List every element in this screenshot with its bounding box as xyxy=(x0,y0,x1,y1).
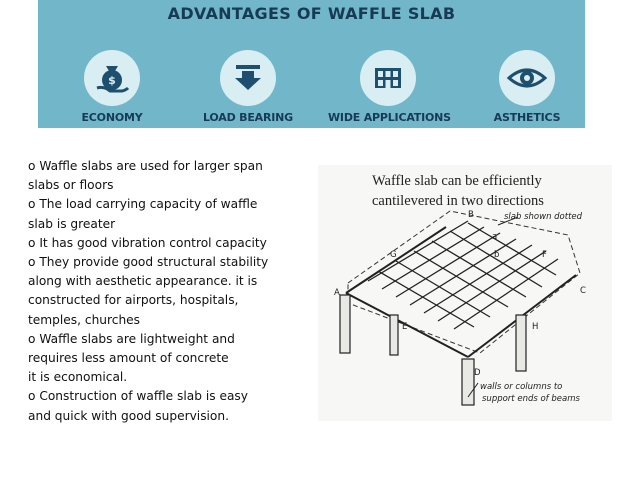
rib-grid xyxy=(368,221,558,329)
label-D: D xyxy=(474,368,481,378)
note-support-beams: support ends of beams xyxy=(482,394,580,404)
eye-icon xyxy=(499,50,555,106)
advantage-label: LOAD BEARING xyxy=(203,111,293,124)
dotted-slab-outline xyxy=(348,211,580,353)
advantage-label: WIDE APPLICATIONS xyxy=(328,111,451,124)
text-line: it is economical. xyxy=(28,370,128,385)
caption-line: Waffle slab can be efficiently xyxy=(372,173,542,189)
figure-caption xyxy=(372,171,582,211)
text-line: slabs or floors xyxy=(28,178,114,193)
label-b: b xyxy=(494,250,500,260)
text-line: constructed for airports, hospitals, xyxy=(28,293,239,308)
advantages-banner xyxy=(38,0,585,128)
label-B: B xyxy=(468,210,474,220)
money-bag-icon xyxy=(84,50,140,106)
svg-text:$: $ xyxy=(108,74,116,87)
building-icon xyxy=(360,50,416,106)
caption-line: cantilevered in two directions xyxy=(372,193,544,209)
text-line: along with aesthetic appearance. it is xyxy=(28,274,258,289)
advantages-text xyxy=(28,157,290,426)
text-line: o It has good vibration control capacity xyxy=(28,235,267,250)
banner-title: ADVANTAGES OF WAFFLE SLAB xyxy=(167,4,456,23)
label-H: H xyxy=(532,322,539,332)
note-walls-columns: walls or columns to xyxy=(480,382,563,392)
label-C: C xyxy=(580,286,586,296)
text-line: o The load carrying capacity of waffle xyxy=(28,197,258,212)
label-F: F xyxy=(542,250,547,260)
text-line: slab is greater xyxy=(28,216,116,231)
advantage-label: ASTHETICS xyxy=(493,111,561,124)
label-a: a xyxy=(492,232,498,242)
text-line: temples, churches xyxy=(28,312,141,327)
advantage-label: ECONOMY xyxy=(81,111,143,124)
note-slab-dotted: slab shown dotted xyxy=(504,212,583,222)
advantage-economy xyxy=(52,50,172,126)
text-line: requires less amount of concrete xyxy=(28,351,229,366)
advantage-wide-applications xyxy=(328,50,451,126)
down-arrow-icon xyxy=(220,50,276,106)
advantage-asthetics xyxy=(467,50,585,126)
text-line: o They provide good structural stability xyxy=(28,255,269,270)
advantage-load-bearing xyxy=(188,50,308,126)
text-line: o Construction of waffle slab is easy xyxy=(28,389,248,404)
label-G: G xyxy=(390,250,397,260)
edge-beams xyxy=(346,227,576,357)
label-E: E xyxy=(402,322,408,332)
label-A: A xyxy=(334,288,340,298)
text-line: o Waffle slabs are used for larger span xyxy=(28,159,263,173)
text-line: and quick with good supervision. xyxy=(28,408,229,423)
text-line: o Waffle slabs are lightweight and xyxy=(28,331,235,346)
